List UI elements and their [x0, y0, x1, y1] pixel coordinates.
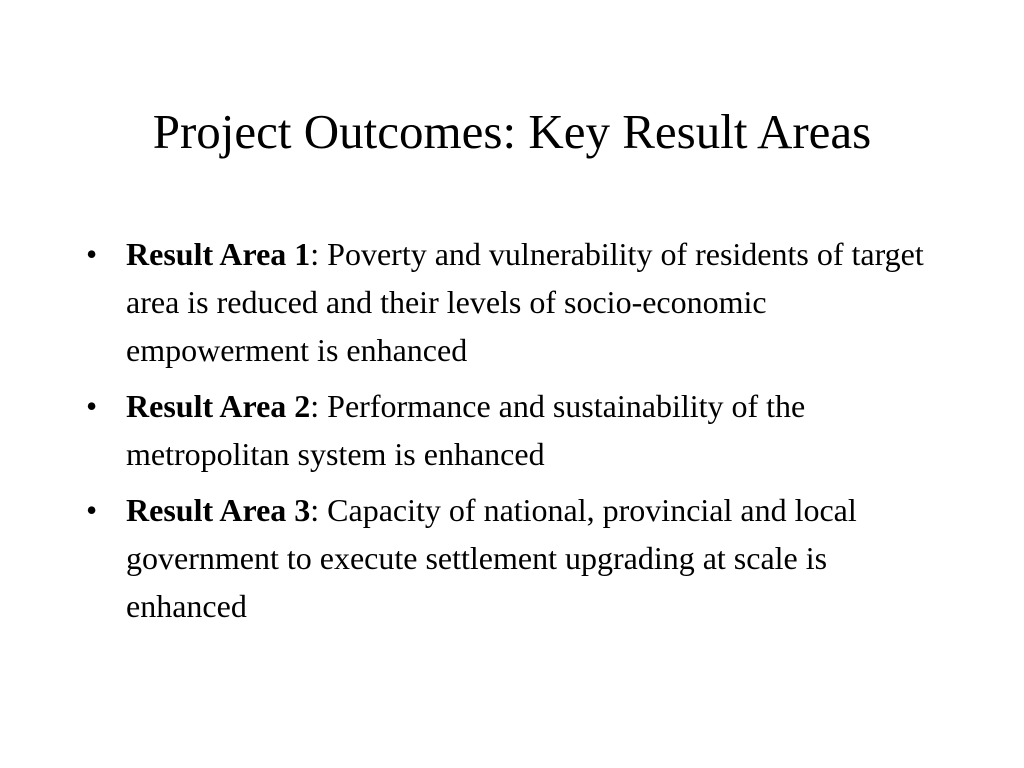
slide-title: Project Outcomes: Key Result Areas: [152, 104, 872, 159]
result-area-text: Performance and sustainability of the metropolitan system is enhanced: [126, 388, 806, 472]
bullet-icon: •: [86, 236, 98, 272]
result-area-separator: :: [310, 388, 320, 424]
result-areas-list: [86, 230, 946, 638]
result-area-label: Result Area 1: [126, 236, 311, 272]
result-area-separator: :: [310, 236, 320, 272]
result-area-label: Result Area 3: [126, 492, 311, 528]
result-area-text: Capacity of national, provincial and local government to execute settlement upgrading at scale is enhanced: [126, 492, 857, 624]
result-area-text: Poverty and vulnerability of residents of target area is reduced and their levels of socio-economic empowerment is enhanced: [126, 236, 924, 368]
bullet-icon: •: [86, 388, 98, 424]
list-item-result-area-3: [86, 486, 946, 630]
bullet-icon: •: [86, 492, 98, 528]
result-area-label: Result Area 2: [126, 388, 311, 424]
list-item-result-area-2: [86, 382, 946, 478]
list-item-result-area-1: [86, 230, 946, 374]
result-area-separator: :: [310, 492, 320, 528]
